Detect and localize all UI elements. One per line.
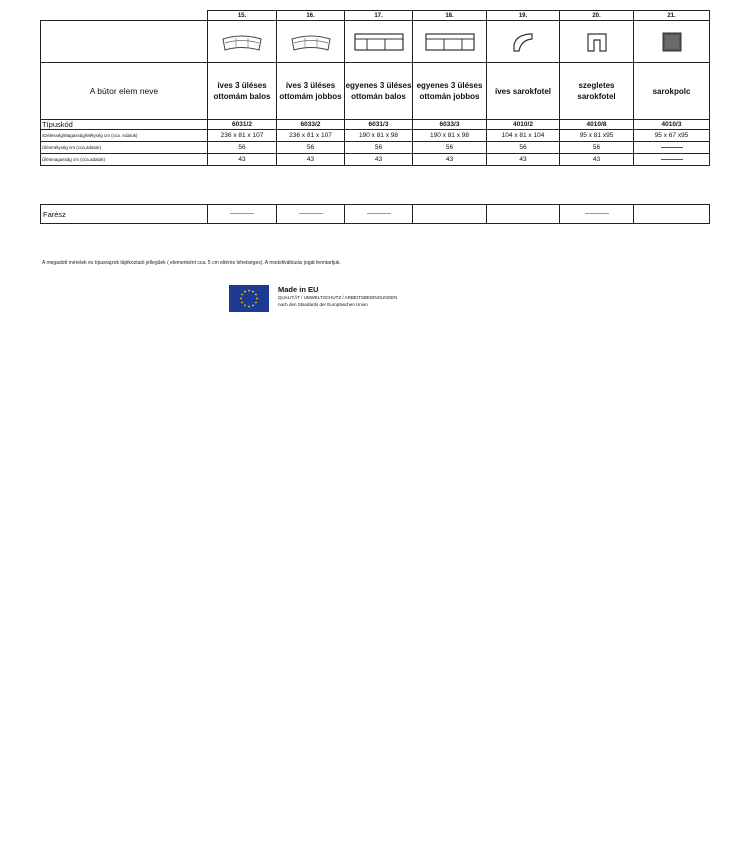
empty-dash: [230, 213, 254, 214]
item-number: 16.: [277, 11, 345, 21]
seat-height-label: Ülésmagasság cm (cca.adatok): [41, 154, 208, 166]
seat-depth-value: 56: [345, 142, 413, 154]
eu-star: [241, 294, 243, 296]
wood-part-cell: [277, 205, 345, 224]
code-row: [41, 120, 710, 130]
item-image-cell: [634, 21, 710, 63]
wood-part-table: [40, 204, 710, 224]
item-number: 20.: [560, 11, 634, 21]
corner-shelf-icon: [661, 31, 683, 53]
wood-part-cell: [560, 205, 634, 224]
seat-depth-value: 56: [487, 142, 560, 154]
item-number: 18.: [413, 11, 487, 21]
seat-depth-value: 56: [560, 142, 634, 154]
type-code: 4010/2: [487, 120, 560, 130]
item-number: 19.: [487, 11, 560, 21]
seat-height-row: [41, 154, 710, 166]
item-name: szegletes sarokfotel: [560, 63, 634, 120]
dimension-value: 236 x 81 x 107: [277, 130, 345, 142]
blank-cell: [41, 21, 208, 63]
name-row: [41, 63, 710, 120]
name-label: A bútor elem neve: [41, 63, 208, 120]
blank-cell: [41, 11, 208, 21]
square-corner-chair-icon: [585, 31, 609, 53]
wood-part-cell: [208, 205, 277, 224]
item-name: sarokpolc: [634, 63, 710, 120]
dimension-value: 190 x 81 x 98: [413, 130, 487, 142]
wood-part-row: [41, 205, 710, 224]
spec-table: [40, 10, 710, 166]
type-code: 4010/8: [560, 120, 634, 130]
item-name: egyenes 3 üléses ottomán balos: [345, 63, 413, 120]
item-name: íves sarokfotel: [487, 63, 560, 120]
type-code: 4010/3: [634, 120, 710, 130]
wood-part-cell: [413, 205, 487, 224]
seat-height-value: 43: [277, 154, 345, 166]
seat-depth-row: [41, 142, 710, 154]
wood-part-label: Farész: [41, 205, 208, 224]
item-image-cell: [487, 21, 560, 63]
dimensions-row: [41, 130, 710, 142]
disclaimer-note: A megadott méretek és típusrajzok tájékoztató jellegűek ( elemenként cca. 5 cm eltérés lehetséges). A modellváltozás jogát fenntartjuk.: [42, 260, 341, 266]
seat-height-value: 43: [208, 154, 277, 166]
item-image-cell: [345, 21, 413, 63]
number-row: [41, 11, 710, 21]
curved-corner-chair-icon: [510, 31, 536, 53]
straight-sofa-right-icon: [424, 31, 476, 53]
empty-dash: [299, 213, 323, 214]
item-number: 15.: [208, 11, 277, 21]
wood-part-cell: [487, 205, 560, 224]
seat-height-value: 43: [345, 154, 413, 166]
seat-height-value: 43: [487, 154, 560, 166]
seat-height-value: [634, 154, 710, 166]
eu-star: [252, 291, 254, 293]
item-number: 17.: [345, 11, 413, 21]
straight-sofa-left-icon: [353, 31, 405, 53]
made-in-eu-line1: QUALITÄT / UMWELTSCHUTZ / ARBEITSBEDINGUNGEN: [278, 295, 398, 300]
item-name: egyenes 3 üléses ottomán jobbos: [413, 63, 487, 120]
made-in-eu-title: Made in EU: [278, 285, 319, 294]
seat-height-value: 43: [560, 154, 634, 166]
seat-depth-label: Ülésmélység cm (cca.adatok): [41, 142, 208, 154]
type-code: 6033/2: [277, 120, 345, 130]
seat-height-value: 43: [413, 154, 487, 166]
wood-part-cell: [634, 205, 710, 224]
type-code: 6033/3: [413, 120, 487, 130]
eu-star: [240, 298, 242, 300]
made-in-eu-line2: nach den Standards der Europäischen Union: [278, 302, 368, 307]
item-image-cell: [560, 21, 634, 63]
seat-depth-value: [634, 142, 710, 154]
eu-star: [256, 298, 258, 300]
empty-dash: [661, 147, 683, 148]
image-row: [41, 21, 710, 63]
type-code: 6031/3: [345, 120, 413, 130]
eu-star: [255, 302, 257, 304]
item-number: 21.: [634, 11, 710, 21]
type-code: 6031/2: [208, 120, 277, 130]
eu-star: [248, 306, 250, 308]
code-label: Típuskód: [41, 120, 208, 130]
item-image-cell: [208, 21, 277, 63]
dimension-value: 190 x 81 x 98: [345, 130, 413, 142]
empty-dash: [661, 159, 683, 160]
eu-star: [244, 291, 246, 293]
seat-depth-value: 56: [208, 142, 277, 154]
dimension-value: 95 x 67 x95: [634, 130, 710, 142]
empty-dash: [585, 213, 609, 214]
curved-sofa-right-icon: [289, 31, 333, 53]
eu-star: [248, 290, 250, 292]
dimension-value: 95 x 81 x95: [560, 130, 634, 142]
wood-part-cell: [345, 205, 413, 224]
dimensions-label: Szélesség/Magasság/Mélység cm (cca. Adatok): [41, 130, 208, 142]
curved-sofa-left-icon: [220, 31, 264, 53]
eu-flag-icon: [229, 285, 269, 312]
eu-star: [241, 302, 243, 304]
item-name: íves 3 üléses ottomám jobbos: [277, 63, 345, 120]
eu-star: [244, 305, 246, 307]
empty-dash: [367, 213, 391, 214]
item-name: íves 3 üléses ottomám balos: [208, 63, 277, 120]
made-in-eu-block: [278, 285, 397, 308]
seat-depth-value: 56: [277, 142, 345, 154]
item-image-cell: [277, 21, 345, 63]
dimension-value: 236 x 81 x 107: [208, 130, 277, 142]
item-image-cell: [413, 21, 487, 63]
seat-depth-value: 56: [413, 142, 487, 154]
eu-star: [252, 305, 254, 307]
dimension-value: 104 x 81 x 104: [487, 130, 560, 142]
eu-star: [255, 294, 257, 296]
